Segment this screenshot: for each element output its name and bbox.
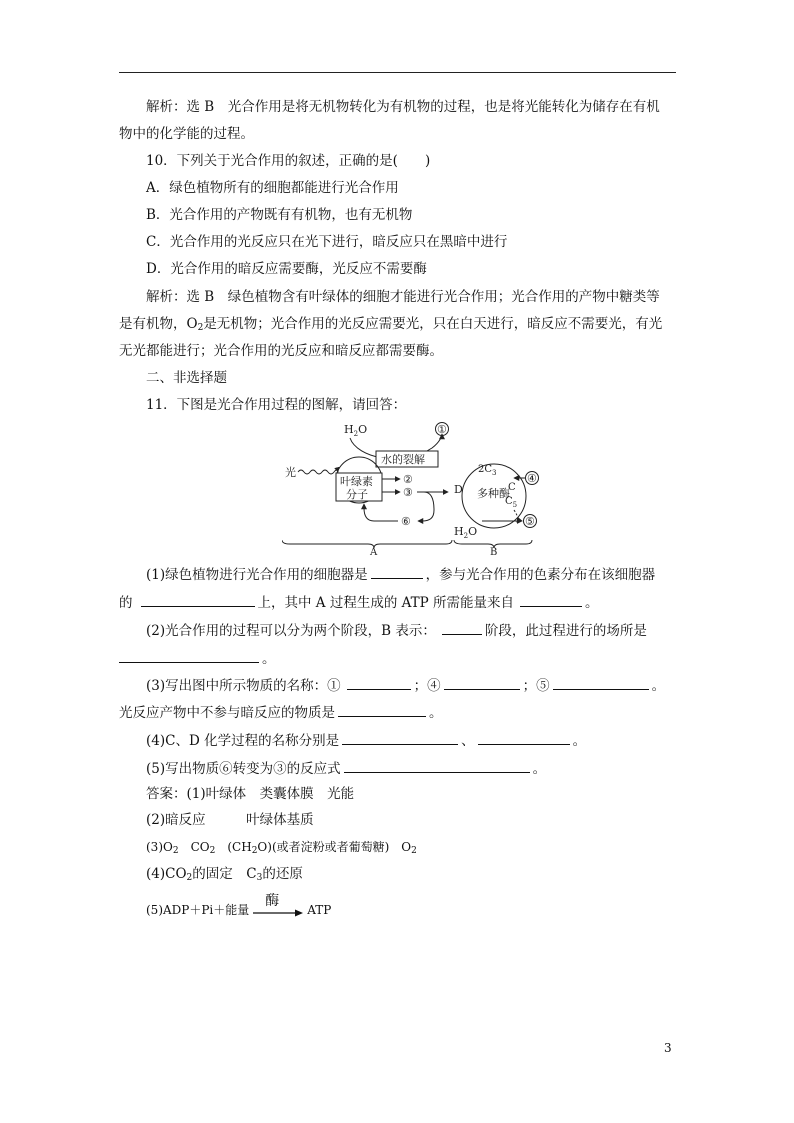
- blank-4-2[interactable]: [478, 730, 570, 745]
- substance-1-label: ①: [437, 423, 447, 436]
- substance-3-label: ③: [403, 486, 413, 499]
- enzyme-label: 酶: [265, 893, 280, 909]
- blank-1-1[interactable]: [371, 564, 423, 579]
- blank-2-2[interactable]: [119, 648, 259, 663]
- blank-3-4[interactable]: [338, 702, 426, 717]
- blank-3-3[interactable]: [553, 675, 649, 690]
- q10-option-d: D．光合作用的暗反应需要酶，光反应不需要酶: [146, 261, 427, 277]
- c3-label: $2C_3$: [478, 464, 497, 477]
- h2o-bottom-label: $H_2O$: [454, 525, 478, 540]
- q10-option-c: C．光合作用的光反应只在光下进行，暗反应只在黑暗中进行: [146, 234, 508, 250]
- blank-5-1[interactable]: [344, 758, 530, 773]
- answer-line4: $(4)CO_2$的固定 $C_3$的还原: [146, 866, 303, 883]
- q11-stem: 11．下图是光合作用过程的图解，请回答：: [146, 397, 407, 413]
- blank-4-1[interactable]: [342, 730, 458, 745]
- q11-part4: (4)C、D 化学过程的名称分别是 、 。: [146, 730, 679, 751]
- q11-part3-line2: 光反应产物中不参与暗反应的物质是 。: [119, 702, 679, 723]
- q10-stem: 10．下列关于光合作用的叙述，正确的是( ): [146, 153, 431, 169]
- q9-analysis-line1: 解析：选 B 光合作用是将无机物转化为有机物的过程，也是将光能转化为储存在有机: [146, 99, 660, 115]
- answer-line5: (5)ADP＋Pi＋能量 酶 ATP: [146, 900, 679, 920]
- q11-part1-line1: (1)绿色植物进行光合作用的细胞器是 ，参与光合作用的色素分布在该细胞器: [146, 564, 679, 585]
- blank-3-2[interactable]: [444, 675, 520, 690]
- chlorophyll-label-1: 叶绿素: [340, 475, 373, 488]
- substance-6-label: ⑥: [401, 515, 411, 528]
- blank-2-1[interactable]: [442, 620, 482, 635]
- q11-part5: (5)写出物质⑥转变为③的反应式 。: [146, 758, 679, 779]
- enzymes-label: 多种酶: [477, 487, 510, 500]
- substance-4-label: ④: [527, 472, 537, 485]
- q10-option-a: A．绿色植物所有的细胞都能进行光合作用: [146, 180, 399, 196]
- substance-5-label: ⑤: [525, 515, 535, 528]
- q11-part2-line1: (2)光合作用的过程可以分为两个阶段，B 表示： 阶段，此过程进行的场所是: [146, 620, 679, 641]
- q11-part3-line1: (3)写出图中所示物质的名称：① ；④ ；⑤ 。: [146, 675, 679, 696]
- process-c-label: C: [508, 482, 516, 493]
- stage-a-label: A: [370, 547, 378, 556]
- process-d-label: D: [454, 483, 463, 496]
- q11-part1-line2: 的 上，其中 A 过程生成的 ATP 所需能量来自 。: [119, 592, 679, 613]
- q10-analysis-line3: 无光都能进行；光合作用的光反应和暗反应都需要酶。: [119, 343, 443, 359]
- q10-option-b: B．光合作用的产物既有有机物，也有无机物: [146, 207, 413, 223]
- page-number: 3: [664, 1041, 672, 1055]
- photosynthesis-diagram: [282, 418, 564, 556]
- q9-analysis-line2: 物中的化学能的过程。: [119, 126, 254, 142]
- stage-b-label: B: [490, 547, 498, 556]
- chlorophyll-label-2: 分子: [346, 488, 368, 501]
- answer-line1: 答案：(1)叶绿体 类囊体膜 光能: [146, 786, 355, 802]
- water-split-label: 水的裂解: [381, 453, 425, 466]
- substance-2-label: ②: [403, 473, 413, 486]
- q10-analysis-line2: 是有机物，$O_2$是无机物；光合作用的光反应需要光，只在白天进行，暗反应不需要光，有光: [119, 316, 663, 333]
- blank-1-3[interactable]: [520, 592, 582, 607]
- section-heading: 二、非选择题: [146, 370, 227, 386]
- answer-line2: (2)暗反应 叶绿体基质: [146, 812, 314, 828]
- blank-1-2[interactable]: [141, 592, 255, 607]
- q10-analysis-line1: 解析：选 B 绿色植物含有叶绿体的细胞才能进行光合作用；光合作用的产物中糖类等: [146, 289, 660, 305]
- c5-label: $C_5$: [505, 496, 518, 509]
- h2o-top-label: $H_2O$: [344, 423, 368, 438]
- answer-line3: $(3)O_2$ $CO_2$ $(CH_2O)$(或者淀粉或者葡萄糖) $O_2$: [146, 840, 417, 856]
- header-rule: [119, 72, 676, 73]
- q11-part2-line2: 。: [119, 648, 679, 669]
- light-label: 光: [285, 466, 296, 479]
- blank-3-1[interactable]: [347, 675, 411, 690]
- enzyme-arrow: [251, 893, 305, 920]
